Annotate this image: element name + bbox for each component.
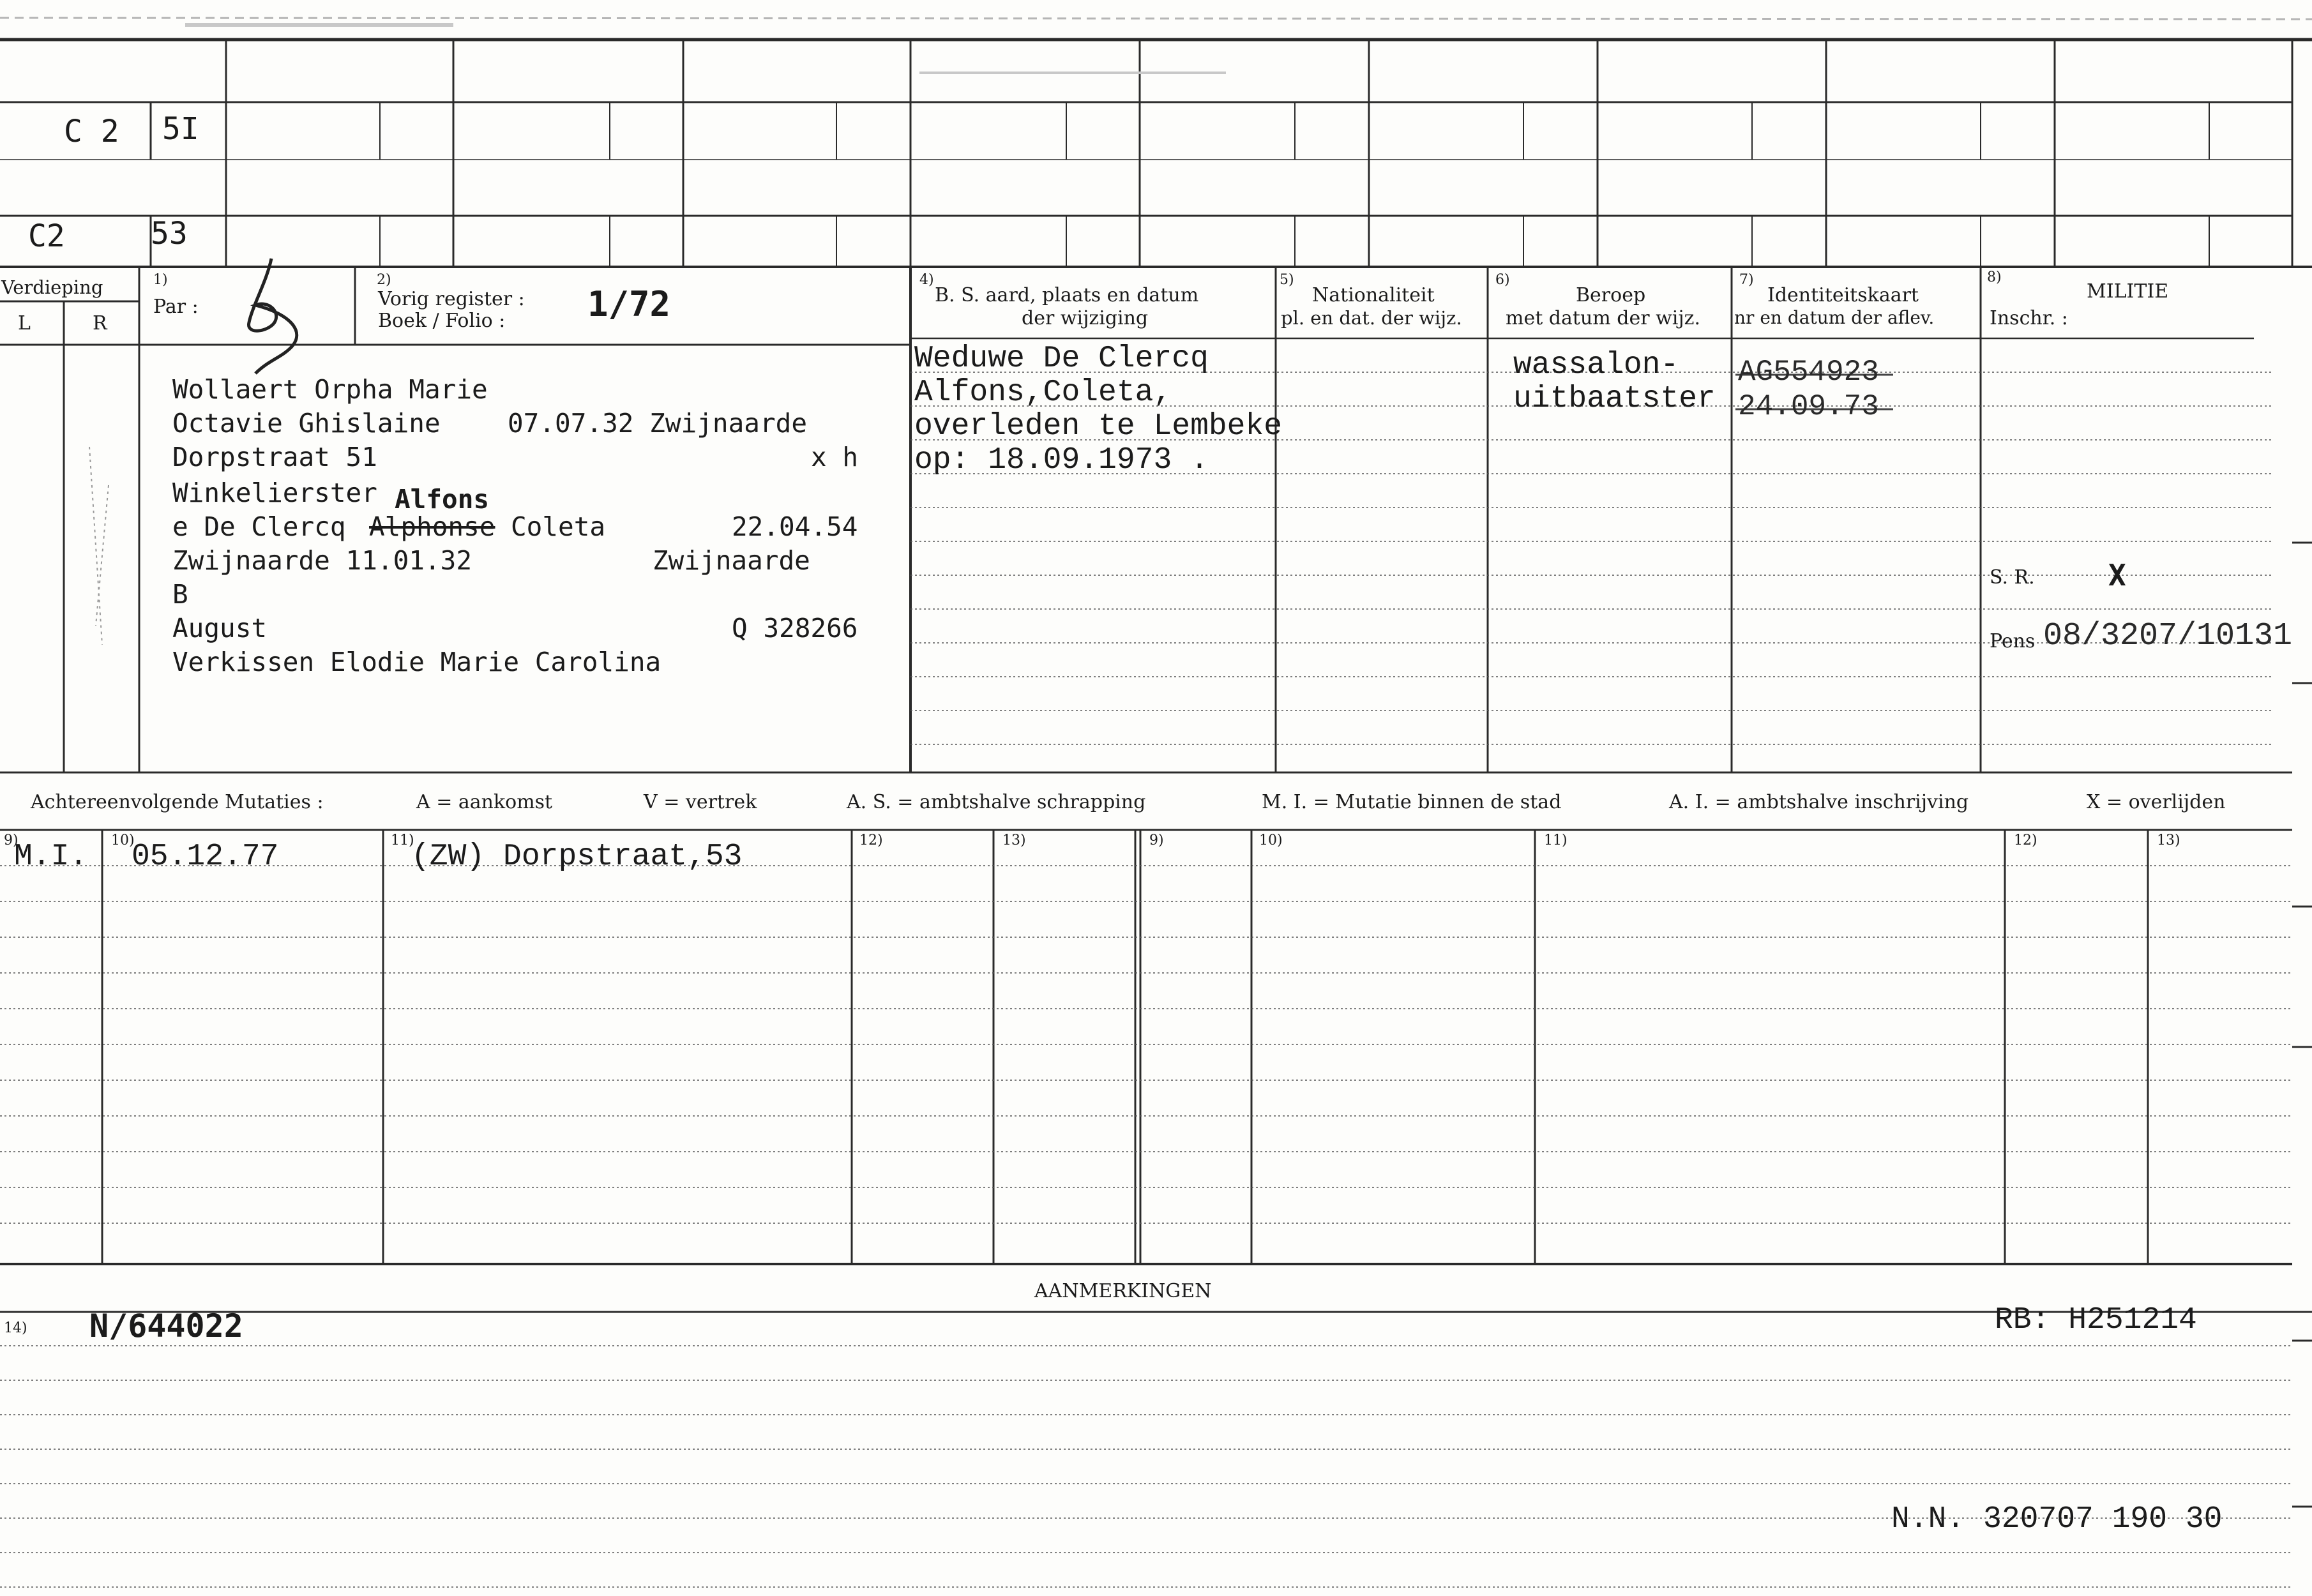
col7-number: 7) — [1739, 272, 1754, 288]
par-number: 1) — [153, 272, 168, 288]
militia-sr-value: X — [2108, 558, 2126, 592]
previous-register-label: Vorig register : — [378, 288, 525, 310]
person-line4-insert: Alfons — [395, 484, 490, 515]
col4-line1: B. S. aard, plaats en datum — [935, 284, 1199, 306]
militia-title: MILITIE — [2087, 280, 2169, 303]
person-line5-struck: Alphonse — [369, 511, 495, 542]
person-line6-place2: Zwijnaarde — [653, 545, 810, 576]
mutation-right-col10-number: 10) — [1259, 832, 1283, 848]
legend-arrival: A = aankomst — [416, 791, 553, 813]
civil-status-line4: op: 18.09.1973 . — [914, 443, 1209, 478]
par-label: Par : — [153, 296, 199, 318]
legend-internal-move: M. I. = Mutatie binnen de stad — [1262, 791, 1562, 813]
legend-departure: V = vertrek — [644, 791, 757, 813]
col4-number: 4) — [919, 272, 934, 288]
person-line8-code: Q 328266 — [732, 613, 858, 644]
person-line4: Winkelierster — [172, 478, 377, 508]
mutation-left-col11-number: 11) — [391, 832, 414, 848]
person-line2-name: Octavie Ghislaine — [172, 408, 441, 439]
militia-pens-label: Pens — [1990, 630, 2036, 652]
civil-status-line1: Weduwe De Clercq — [914, 342, 1209, 376]
mutation-date: 05.12.77 — [132, 839, 279, 874]
top-row2-code: C2 — [28, 218, 65, 254]
profession-line1: wassalon- — [1513, 348, 1679, 382]
col7-line2: nr en datum der aflev. — [1734, 307, 1935, 328]
mutation-left-col9-number: 9) — [4, 832, 19, 848]
top-row1-code: C 2 — [64, 114, 119, 149]
top-row2-number: 53 — [151, 216, 188, 252]
militia-pens-value: 08/3207/10131 — [2043, 618, 2293, 654]
col5-line2: pl. en dat. der wijz. — [1281, 307, 1462, 329]
col6-line1: Beroep — [1576, 284, 1646, 306]
col7-line1: Identiteitskaart — [1767, 284, 1919, 306]
person-line6-place: Zwijnaarde 11.01.32 — [172, 545, 472, 576]
remarks-number: 14) — [4, 1320, 27, 1336]
mutation-right-col9-number: 9) — [1149, 832, 1164, 848]
mutation-right-col13-number: 13) — [2157, 832, 2180, 848]
profession-line2: uitbaatster — [1513, 382, 1716, 416]
col6-line2: met datum der wijz. — [1506, 307, 1700, 329]
floor-left-label: L — [18, 312, 31, 335]
legend-official-registration: A. I. = ambtshalve inschrijving — [1669, 791, 1969, 813]
col4-line2: der wijziging — [1022, 307, 1149, 329]
person-line5-name: Coleta — [511, 511, 606, 542]
person-line9: Verkissen Elodie Marie Carolina — [172, 647, 661, 677]
person-line3-address: Dorpstraat 51 — [172, 442, 377, 472]
previous-register-value: 1/72 — [587, 284, 671, 324]
person-line2-date: 07.07.32 Zwijnaarde — [508, 408, 807, 439]
civil-status-line2: Alfons,Coleta, — [914, 375, 1172, 410]
id-card-number: AG554923 — [1738, 356, 1879, 389]
floor-right-label: R — [93, 312, 107, 335]
col5-line1: Nationaliteit — [1312, 284, 1435, 306]
col5-number: 5) — [1280, 272, 1294, 288]
militia-registration-label: Inschr. : — [1990, 307, 2068, 329]
person-line8-name: August — [172, 613, 268, 644]
floor-label: Verdieping — [1, 276, 103, 298]
col8-number: 8) — [1987, 269, 2002, 285]
remarks-rb: RB: H251214 — [1995, 1303, 2197, 1337]
remarks-left-value: N/644022 — [89, 1307, 243, 1344]
civil-status-line3: overleden te Lembeke — [914, 409, 1283, 444]
mutation-type: M.I. — [14, 839, 88, 874]
book-folio-label: Boek / Folio : — [378, 310, 506, 332]
previous-register-number: 2) — [377, 272, 391, 288]
person-line5-prefix: e De Clercq — [172, 511, 346, 542]
legend-official-removal: A. S. = ambtshalve schrapping — [847, 791, 1146, 813]
remarks-title: AANMERKINGEN — [1034, 1280, 1212, 1302]
legend-death: X = overlijden — [2087, 791, 2226, 813]
person-line3-mark: x h — [811, 442, 859, 472]
legend-title: Achtereenvolgende Mutaties : — [31, 791, 324, 813]
militia-sr-label: S. R. — [1990, 566, 2035, 589]
id-card-date: 24.09.73 — [1738, 390, 1879, 423]
top-row1-number: 5I — [162, 111, 199, 147]
mutation-left-col13-number: 13) — [1002, 832, 1026, 848]
col6-number: 6) — [1495, 272, 1510, 288]
person-line1: Wollaert Orpha Marie — [172, 374, 488, 405]
person-line5-date: 22.04.54 — [732, 511, 858, 542]
mutation-address: (ZW) Dorpstraat,53 — [411, 839, 743, 874]
mutation-right-col12-number: 12) — [2014, 832, 2037, 848]
person-line7: B — [172, 579, 188, 610]
mutation-right-col11-number: 11) — [1544, 832, 1568, 848]
mutation-left-col12-number: 12) — [859, 832, 883, 848]
mutation-left-col10-number: 10) — [111, 832, 135, 848]
remarks-national-number: N.N. 320707 190 30 — [1891, 1502, 2223, 1537]
